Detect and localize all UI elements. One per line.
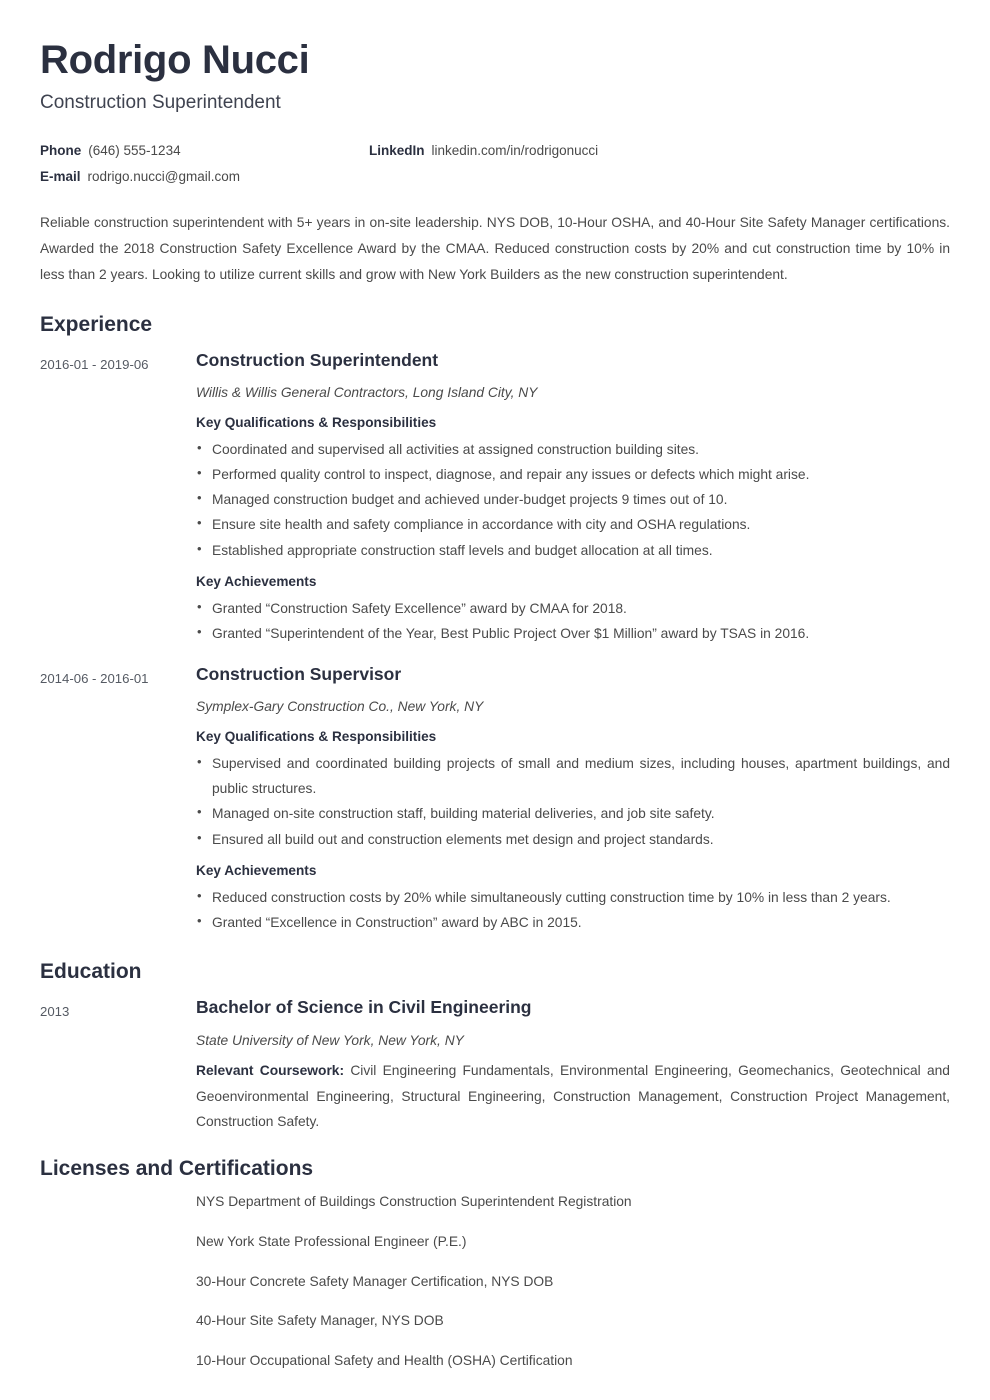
list-item: • Managed on-site construction staff, building material deliveries, and job site safety. xyxy=(196,801,950,826)
experience-date: 2016-01 - 2019-06 xyxy=(40,356,149,372)
list-item: 30-Hour Concrete Safety Manager Certification, NYS DOB xyxy=(196,1273,554,1289)
experience-entry xyxy=(40,348,950,646)
education-body xyxy=(196,995,950,1134)
experience-date: 2014-06 - 2016-01 xyxy=(40,671,149,687)
list-item: New York State Professional Engineer (P.E.) xyxy=(196,1233,467,1249)
list-item: NYS Department of Buildings Construction Superintendent Registration xyxy=(196,1194,632,1210)
list-item: 40-Hour Site Safety Manager, NYS DOB xyxy=(196,1313,444,1329)
experience-achievements-list xyxy=(196,596,950,646)
candidate-job-title: Construction Superintendent xyxy=(40,92,281,113)
key-qualifications-heading: Key Qualifications & Responsibilities xyxy=(196,729,437,745)
experience-body xyxy=(196,348,950,646)
experience-qualifications-list xyxy=(196,751,950,852)
phone-value[interactable]: (646) 555-1234 xyxy=(88,142,181,158)
contact-row-phone-linkedin xyxy=(40,143,950,158)
contact-email xyxy=(40,169,369,184)
experience-achievements-list xyxy=(196,885,950,935)
experience-entry xyxy=(40,662,950,935)
email-value[interactable]: rodrigo.nucci@gmail.com xyxy=(87,168,241,184)
list-item: 10-Hour Occupational Safety and Health (OSHA) Certification xyxy=(196,1353,573,1369)
list-item: • Granted “Superintendent of the Year, Best Public Project Over $1 Million” award by TSAS in 2016. xyxy=(196,621,950,646)
education-title: Bachelor of Science in Civil Engineering xyxy=(196,997,532,1018)
list-item: • Ensured all build out and construction elements met design and project standards. xyxy=(196,827,950,852)
certifications-list xyxy=(40,1192,950,1371)
list-item: • Ensure site health and safety compliance in accordance with city and OSHA regulations. xyxy=(196,512,950,537)
linkedin-label: LinkedIn xyxy=(369,142,425,158)
experience-title: Construction Superintendent xyxy=(196,349,439,370)
candidate-name: Rodrigo Nucci xyxy=(40,38,310,82)
experience-org: Symplex-Gary Construction Co., New York, NY xyxy=(196,699,484,715)
education-coursework xyxy=(196,1058,950,1134)
list-item: • Supervised and coordinated building projects of small and medium sizes, including houses, apartment buildings, and public structures. xyxy=(196,751,950,801)
email-label: E-mail xyxy=(40,168,81,184)
list-item: • Established appropriate construction staff levels and budget allocation at all times. xyxy=(196,538,950,563)
experience-body xyxy=(196,662,950,935)
education-date: 2013 xyxy=(40,1004,70,1020)
contact-linkedin xyxy=(369,143,598,158)
key-qualifications-heading: Key Qualifications & Responsibilities xyxy=(196,414,437,430)
list-item: • Granted “Construction Safety Excellence” award by CMAA for 2018. xyxy=(196,596,950,621)
contact-row-email xyxy=(40,169,950,184)
section-heading-education: Education xyxy=(40,960,142,984)
section-heading-experience: Experience xyxy=(40,312,153,336)
professional-summary: Reliable construction superintendent with 5+ years in on-site leadership. NYS DOB, 10-Hour OSHA, and 40-Hour Site Safety Manager certifications. Awarded the 2018 Construction Safety Excellence Award by the CMAA. Reduced construction costs by 20% and cut construction time by 10% in less than 2 years. Looking to utilize current skills and grow with New York Builders as the new construction superintendent. xyxy=(40,214,950,282)
key-achievements-heading: Key Achievements xyxy=(196,862,317,878)
list-item: • Performed quality control to inspect, diagnose, and repair any issues or defects which might arise. xyxy=(196,462,950,487)
contact-phone xyxy=(40,143,369,158)
education-org: State University of New York, New York, NY xyxy=(196,1032,464,1048)
education-entry xyxy=(40,995,950,1134)
section-heading-certifications: Licenses and Certifications xyxy=(40,1157,314,1181)
experience-org: Willis & Willis General Contractors, Long Island City, NY xyxy=(196,385,538,401)
experience-qualifications-list xyxy=(196,437,950,563)
list-item: • Granted “Excellence in Construction” award by ABC in 2015. xyxy=(196,910,950,935)
contact-block xyxy=(40,143,950,184)
experience-title: Construction Supervisor xyxy=(196,664,402,685)
key-achievements-heading: Key Achievements xyxy=(196,573,317,589)
coursework-value: Civil Engineering Fundamentals, Environmental Engineering, Geomechanics, Geotechnical and Geoenvironmental Engineering, Structural Engineering, Construction Management, Construction Project Management, Construction Safety. xyxy=(196,1063,950,1129)
phone-label: Phone xyxy=(40,142,82,158)
list-item: • Reduced construction costs by 20% while simultaneously cutting construction time by 10% in less than 2 years. xyxy=(196,885,950,910)
list-item: • Coordinated and supervised all activities at assigned construction building sites. xyxy=(196,437,950,462)
coursework-label: Relevant Coursework: xyxy=(196,1063,345,1079)
list-item: • Managed construction budget and achieved under-budget projects 9 times out of 10. xyxy=(196,487,950,512)
linkedin-value[interactable]: linkedin.com/in/rodrigonucci xyxy=(431,142,599,158)
